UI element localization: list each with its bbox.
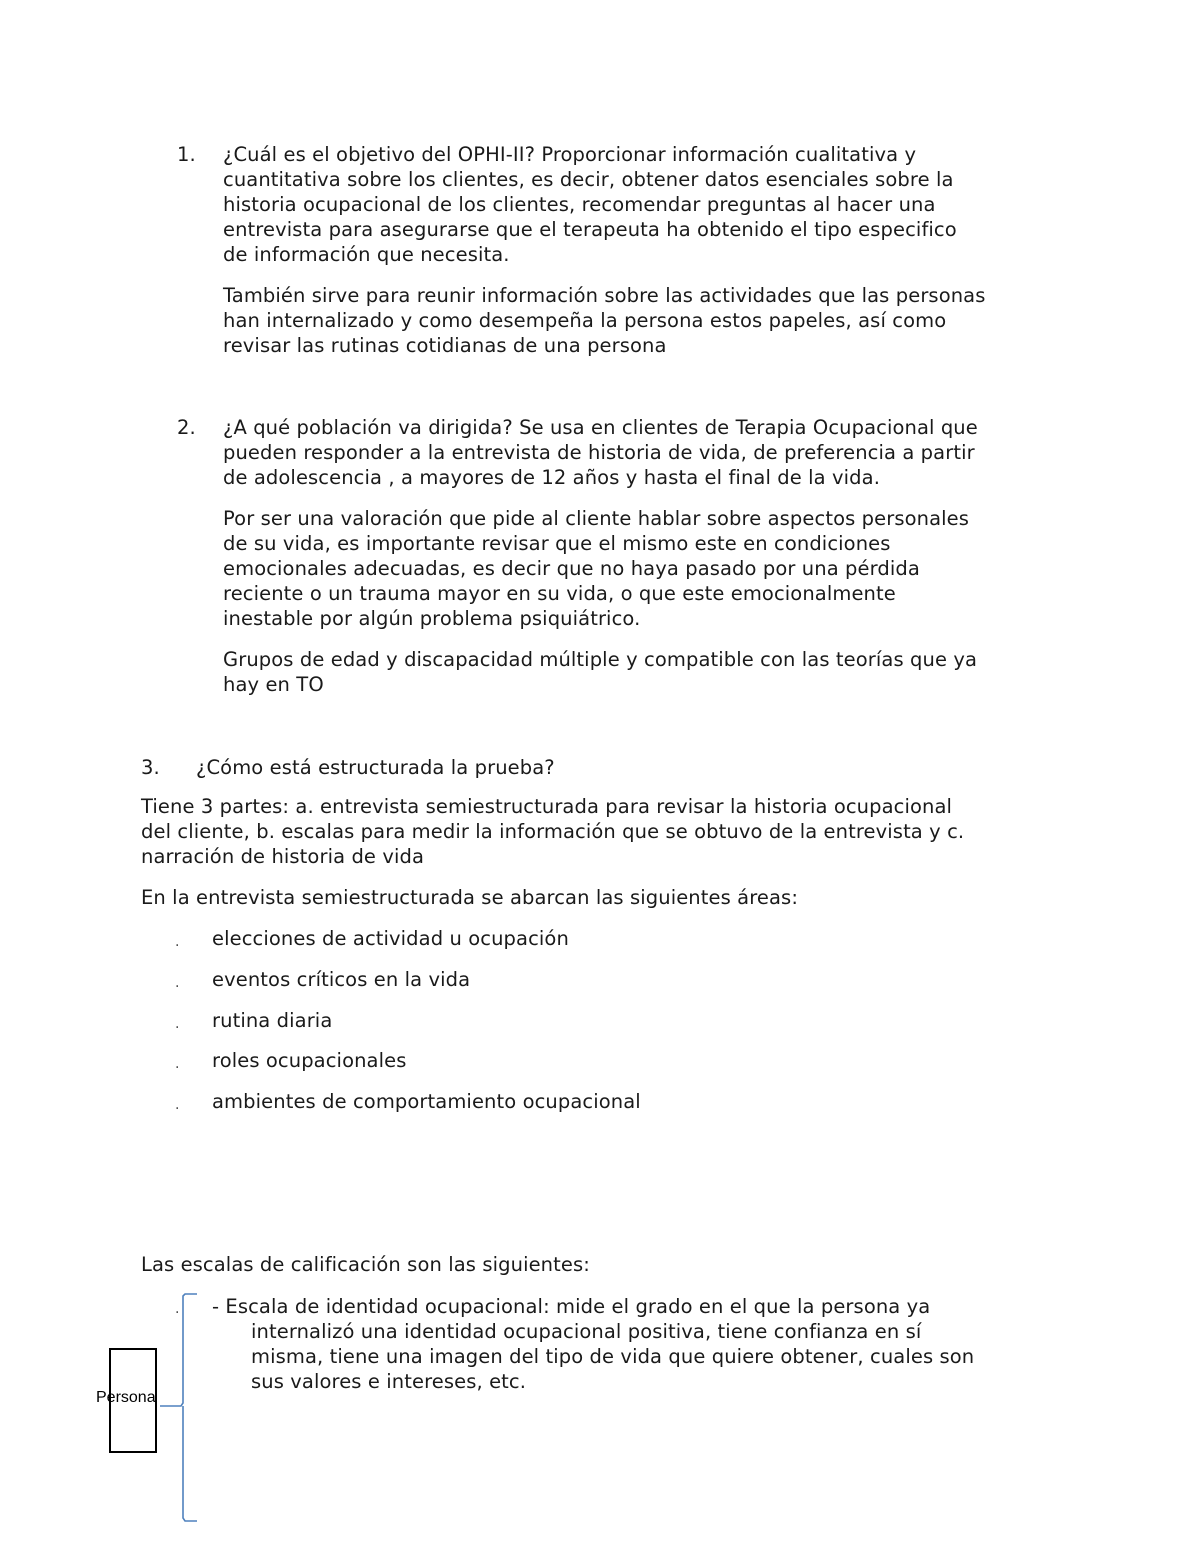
area-item: eventos críticos en la vida <box>212 968 471 991</box>
bullet-marker: . <box>175 934 180 950</box>
q1-line: historia ocupacional de los clientes, recomendar preguntas al hacer una <box>223 193 936 216</box>
scales-intro: Las escalas de calificación son las siguientes: <box>141 1253 590 1276</box>
persona-label: Persona <box>96 1389 156 1406</box>
q2-line: ¿A qué población va dirigida? Se usa en clientes de Terapia Ocupacional que <box>223 416 978 439</box>
q3-question: ¿Cómo está estructurada la prueba? <box>196 756 555 779</box>
q2-p2-line: emocionales adecuadas, es decir que no haya pasado por una pérdida <box>223 557 920 580</box>
q3-line: Tiene 3 partes: a. entrevista semiestructurada para revisar la historia ocupacional <box>141 795 953 818</box>
scale-item-line: sus valores e intereses, etc. <box>251 1370 527 1393</box>
bullet-marker: . <box>175 1016 180 1032</box>
area-item: ambientes de comportamiento ocupacional <box>212 1090 641 1113</box>
bullet-marker: . <box>175 975 180 991</box>
scale-item-continuation <box>251 1319 974 1394</box>
q1-paragraph <box>223 142 957 267</box>
q2-number: 2. <box>177 416 196 439</box>
q1-paragraph-2 <box>223 283 986 358</box>
q2-p2-line: reciente o un trauma mayor en su vida, o que este emocionalmente <box>223 582 896 605</box>
bullet-marker: . <box>175 1097 180 1113</box>
q2-line: de adolescencia , a mayores de 12 años y hasta el final de la vida. <box>223 466 880 489</box>
q1-p2-line: También sirve para reunir información sobre las actividades que las personas <box>223 284 986 307</box>
q1-p2-line: han internalizado y como desempeña la persona estos papeles, así como <box>223 309 947 332</box>
q2-p3-line: hay en TO <box>223 673 324 696</box>
q2-paragraph <box>223 415 978 490</box>
areas-intro: En la entrevista semiestructurada se abarcan las siguientes áreas: <box>141 886 798 909</box>
q1-line: cuantitativa sobre los clientes, es decir, obtener datos esenciales sobre la <box>223 168 954 191</box>
q2-paragraph-3 <box>223 647 977 697</box>
bracket-connector <box>150 1290 210 1530</box>
q2-p2-line: de su vida, es importante revisar que el mismo este en condiciones <box>223 532 891 555</box>
q2-line: pueden responder a la entrevista de historia de vida, de preferencia a partir <box>223 441 975 464</box>
q1-p2-line: revisar las rutinas cotidianas de una persona <box>223 334 667 357</box>
scale-item-line: - Escala de identidad ocupacional: mide el grado en el que la persona ya <box>212 1295 931 1318</box>
area-item: roles ocupacionales <box>212 1049 407 1072</box>
scale-item-line: internalizó una identidad ocupacional positiva, tiene confianza en sí <box>251 1320 922 1343</box>
bullet-marker: . <box>175 1301 180 1317</box>
q2-p2-line: inestable por algún problema psiquiátrico. <box>223 607 641 630</box>
q1-number: 1. <box>177 143 196 166</box>
q3-number: 3. <box>141 756 160 779</box>
q3-paragraph <box>141 794 964 869</box>
q1-line: ¿Cuál es el objetivo del OPHI-II? Proporcionar información cualitativa y <box>223 143 917 166</box>
q2-paragraph-2 <box>223 506 969 631</box>
scale-item-line: misma, tiene una imagen del tipo de vida que quiere obtener, cuales son <box>251 1345 975 1368</box>
area-item: elecciones de actividad u ocupación <box>212 927 569 950</box>
q1-line: de información que necesita. <box>223 243 510 266</box>
q3-line: narración de historia de vida <box>141 845 425 868</box>
q1-line: entrevista para asegurarse que el terapeuta ha obtenido el tipo especifico <box>223 218 957 241</box>
q3-line: del cliente, b. escalas para medir la información que se obtuvo de la entrevista y c. <box>141 820 965 843</box>
area-item: rutina diaria <box>212 1009 333 1032</box>
bullet-marker: . <box>175 1056 180 1072</box>
q2-p3-line: Grupos de edad y discapacidad múltiple y compatible con las teorías que ya <box>223 648 978 671</box>
q2-p2-line: Por ser una valoración que pide al cliente hablar sobre aspectos personales <box>223 507 970 530</box>
